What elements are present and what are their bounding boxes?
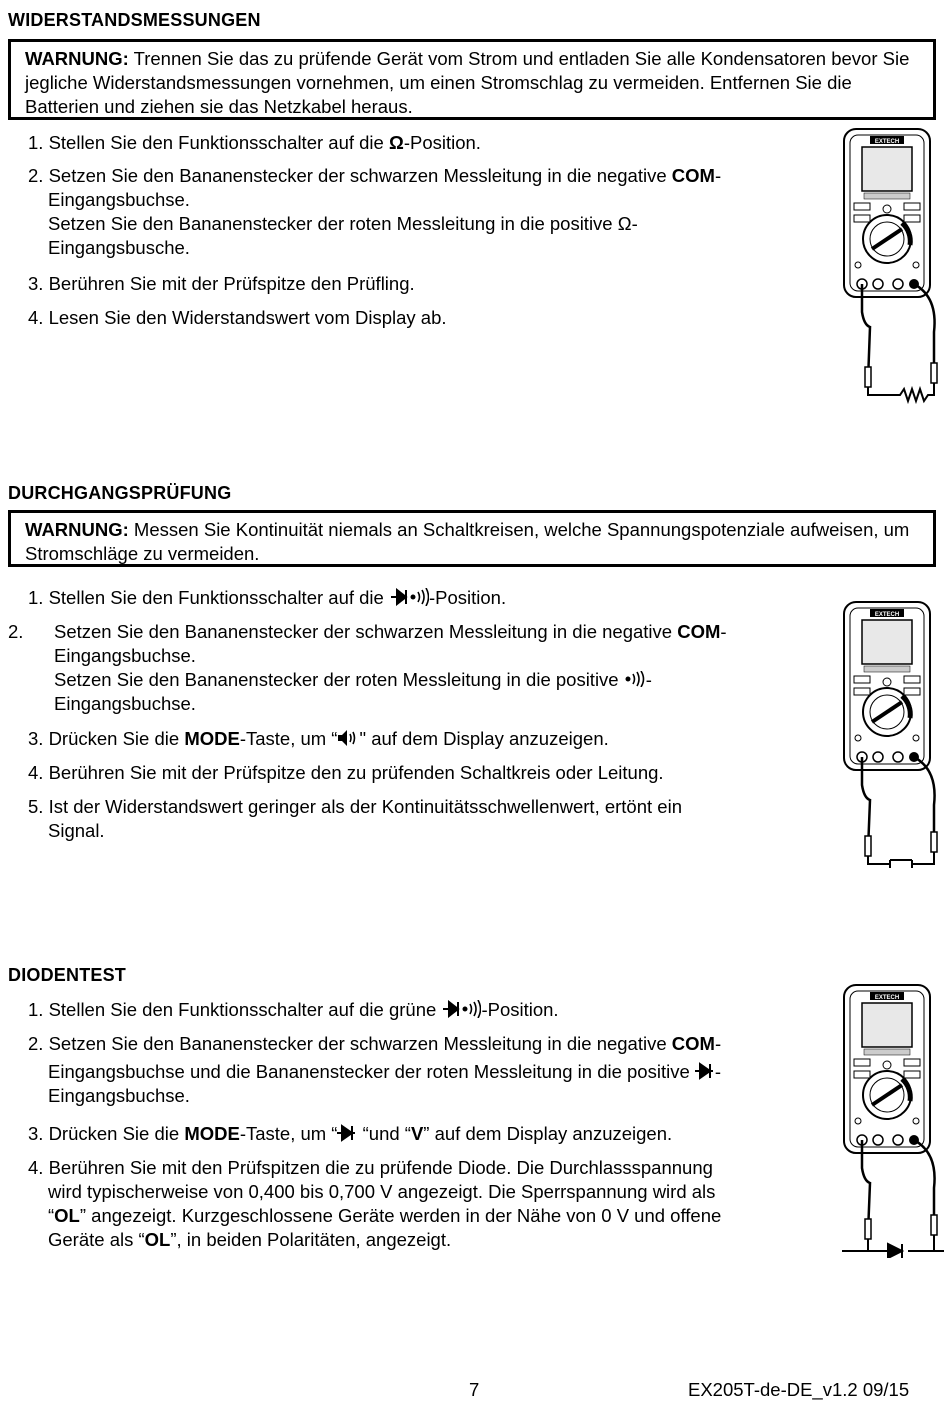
diode-continuity-icon — [441, 1000, 481, 1018]
step-text: ” auf dem Display anzuzeigen. — [423, 1123, 673, 1144]
step-text: -Taste, um “ — [239, 728, 338, 749]
com-label: COM — [677, 621, 721, 642]
step-text: Eingangsbuchse und die Bananenstecker der roten Messleitung in die positive — [48, 1061, 695, 1082]
diode-step-1 — [28, 998, 818, 1022]
step-text: Geräte als “ — [48, 1229, 145, 1250]
resistance-step-2 — [28, 164, 818, 260]
continuity-step-4: 4. Berühren Sie mit der Prüfspitze den zu prüfenden Schaltkreis oder Leitung. — [28, 762, 664, 783]
ol-label: OL — [144, 1229, 171, 1250]
mode-label: MODE — [184, 1123, 240, 1144]
step-text: -Position. — [428, 587, 507, 608]
meter-brand: EXTECH — [874, 612, 900, 618]
step-text: Eingangsbuchse. — [54, 693, 196, 714]
warning-label: WARNUNG: — [25, 519, 129, 540]
continuity-step-2 — [54, 620, 824, 716]
resistance-step-3: 3. Berühren Sie mit der Prüfspitze den Prüfling. — [28, 273, 415, 294]
step-text: 1. Stellen Sie den Funktionsschalter auf die — [28, 587, 389, 608]
multimeter-diode-illustration — [838, 983, 946, 1258]
diode-step-4 — [28, 1156, 818, 1252]
step-text: - — [714, 1033, 722, 1054]
step-text: -Position. — [403, 132, 481, 153]
step-text: wird typischerweise von 0,400 bis 0,700 V angezeigt. Die Sperrspannung wird als — [48, 1181, 716, 1202]
step-text: 5. Ist der Widerstandswert geringer als der Kontinuitätsschwellenwert, ertönt ein — [28, 796, 682, 817]
continuity-icon — [624, 671, 646, 687]
continuity-step-5 — [28, 795, 818, 843]
step-text: 2. Setzen Sie den Bananenstecker der schwarzen Messleitung in die negative — [28, 1033, 672, 1054]
mode-label: MODE — [184, 728, 240, 749]
document-id: EX205T-de-DE_v1.2 09/15 — [688, 1379, 910, 1400]
diode-continuity-icon — [389, 588, 429, 606]
step-text: 1. Stellen Sie den Funktionsschalter auf die grüne — [28, 999, 442, 1020]
continuity-step-1 — [28, 586, 818, 610]
switch-icon — [868, 852, 934, 868]
diode-step-2 — [28, 1032, 818, 1108]
ohm-symbol: Ω — [388, 132, 404, 153]
resistance-step-1 — [28, 131, 818, 155]
volt-label: V — [410, 1123, 424, 1144]
step-text: “ — [48, 1205, 55, 1226]
step-text: " auf dem Display anzuzeigen. — [359, 728, 609, 749]
diode-symbol-icon — [842, 1235, 944, 1258]
step-text: Eingangsbusche. — [48, 237, 190, 258]
step-text: Eingangsbuchse. — [48, 189, 190, 210]
meter-brand: EXTECH — [874, 139, 900, 145]
section-title-diode: DIODENTEST — [8, 965, 127, 985]
step-text: - — [714, 165, 722, 186]
continuity-step-3 — [28, 727, 818, 751]
step-text: 3. Drücken Sie die — [28, 1123, 185, 1144]
step-text: Eingangsbuchse. — [54, 645, 196, 666]
warning-text: Trennen Sie das zu prüfende Gerät vom Strom und entladen Sie alle Kondensatoren bevor Sie jegliche Widerstandsmessungen vornehmen, um einen Stromschlag zu vermeiden. Entfernen Sie die Batterien und ziehen sie das Netzkabel heraus. — [25, 48, 910, 117]
step-text: - — [720, 621, 727, 642]
step-text: “und “ — [357, 1123, 411, 1144]
multimeter-resistance-illustration — [838, 127, 946, 407]
warning-box-continuity — [8, 510, 936, 567]
step-text: -Taste, um “ — [239, 1123, 338, 1144]
resistor-icon — [868, 383, 934, 401]
step-text: Setzen Sie den Bananenstecker der roten Messleitung in die positive Ω- — [48, 213, 638, 234]
step-text: 4. Berühren Sie mit den Prüfspitzen die zu prüfende Diode. Die Durchlassspannung — [28, 1157, 713, 1178]
step-text: Signal. — [48, 820, 105, 841]
step-text: - — [714, 1061, 722, 1082]
step-text: -Position. — [481, 999, 559, 1020]
step-text: 3. Drücken Sie die — [28, 728, 185, 749]
continuity-step-2-number: 2. — [8, 621, 24, 642]
step-text: Setzen Sie den Bananenstecker der roten Messleitung in die positive — [54, 669, 624, 690]
com-label: COM — [671, 1033, 715, 1054]
warning-label: WARNUNG: — [25, 48, 129, 69]
step-text: ” angezeigt. Kurzgeschlossene Geräte werden in der Nähe von 0 V und offene — [79, 1205, 722, 1226]
ol-label: OL — [54, 1205, 80, 1226]
step-text: ”, in beiden Polaritäten, angezeigt. — [170, 1229, 452, 1250]
meter-brand: EXTECH — [874, 995, 900, 1001]
resistance-step-4: 4. Lesen Sie den Widerstandswert vom Display ab. — [28, 307, 447, 328]
speaker-icon — [337, 729, 359, 747]
step-text: - — [645, 669, 652, 690]
diode-step-3 — [28, 1122, 818, 1146]
step-text: Eingangsbuchse. — [48, 1085, 190, 1106]
section-title-continuity: DURCHGANGSPRÜFUNG — [8, 483, 232, 503]
diode-icon — [337, 1124, 357, 1142]
step-text: 2. Setzen Sie den Bananenstecker der schwarzen Messleitung in die negative — [28, 165, 672, 186]
step-text: Setzen Sie den Bananenstecker der schwarzen Messleitung in die negative — [54, 621, 678, 642]
multimeter-continuity-illustration — [838, 600, 946, 875]
com-label: COM — [671, 165, 715, 186]
warning-text: Messen Sie Kontinuität niemals an Schaltkreisen, welche Spannungspotenziale aufweisen, um Stromschläge zu vermeiden. — [25, 519, 910, 564]
step-text: 1. Stellen Sie den Funktionsschalter auf die — [28, 132, 389, 153]
diode-icon — [695, 1062, 715, 1080]
section-title-resistance: WIDERSTANDSMESSUNGEN — [8, 10, 261, 30]
warning-box-resistance — [8, 39, 936, 120]
page-number: 7 — [469, 1379, 480, 1400]
